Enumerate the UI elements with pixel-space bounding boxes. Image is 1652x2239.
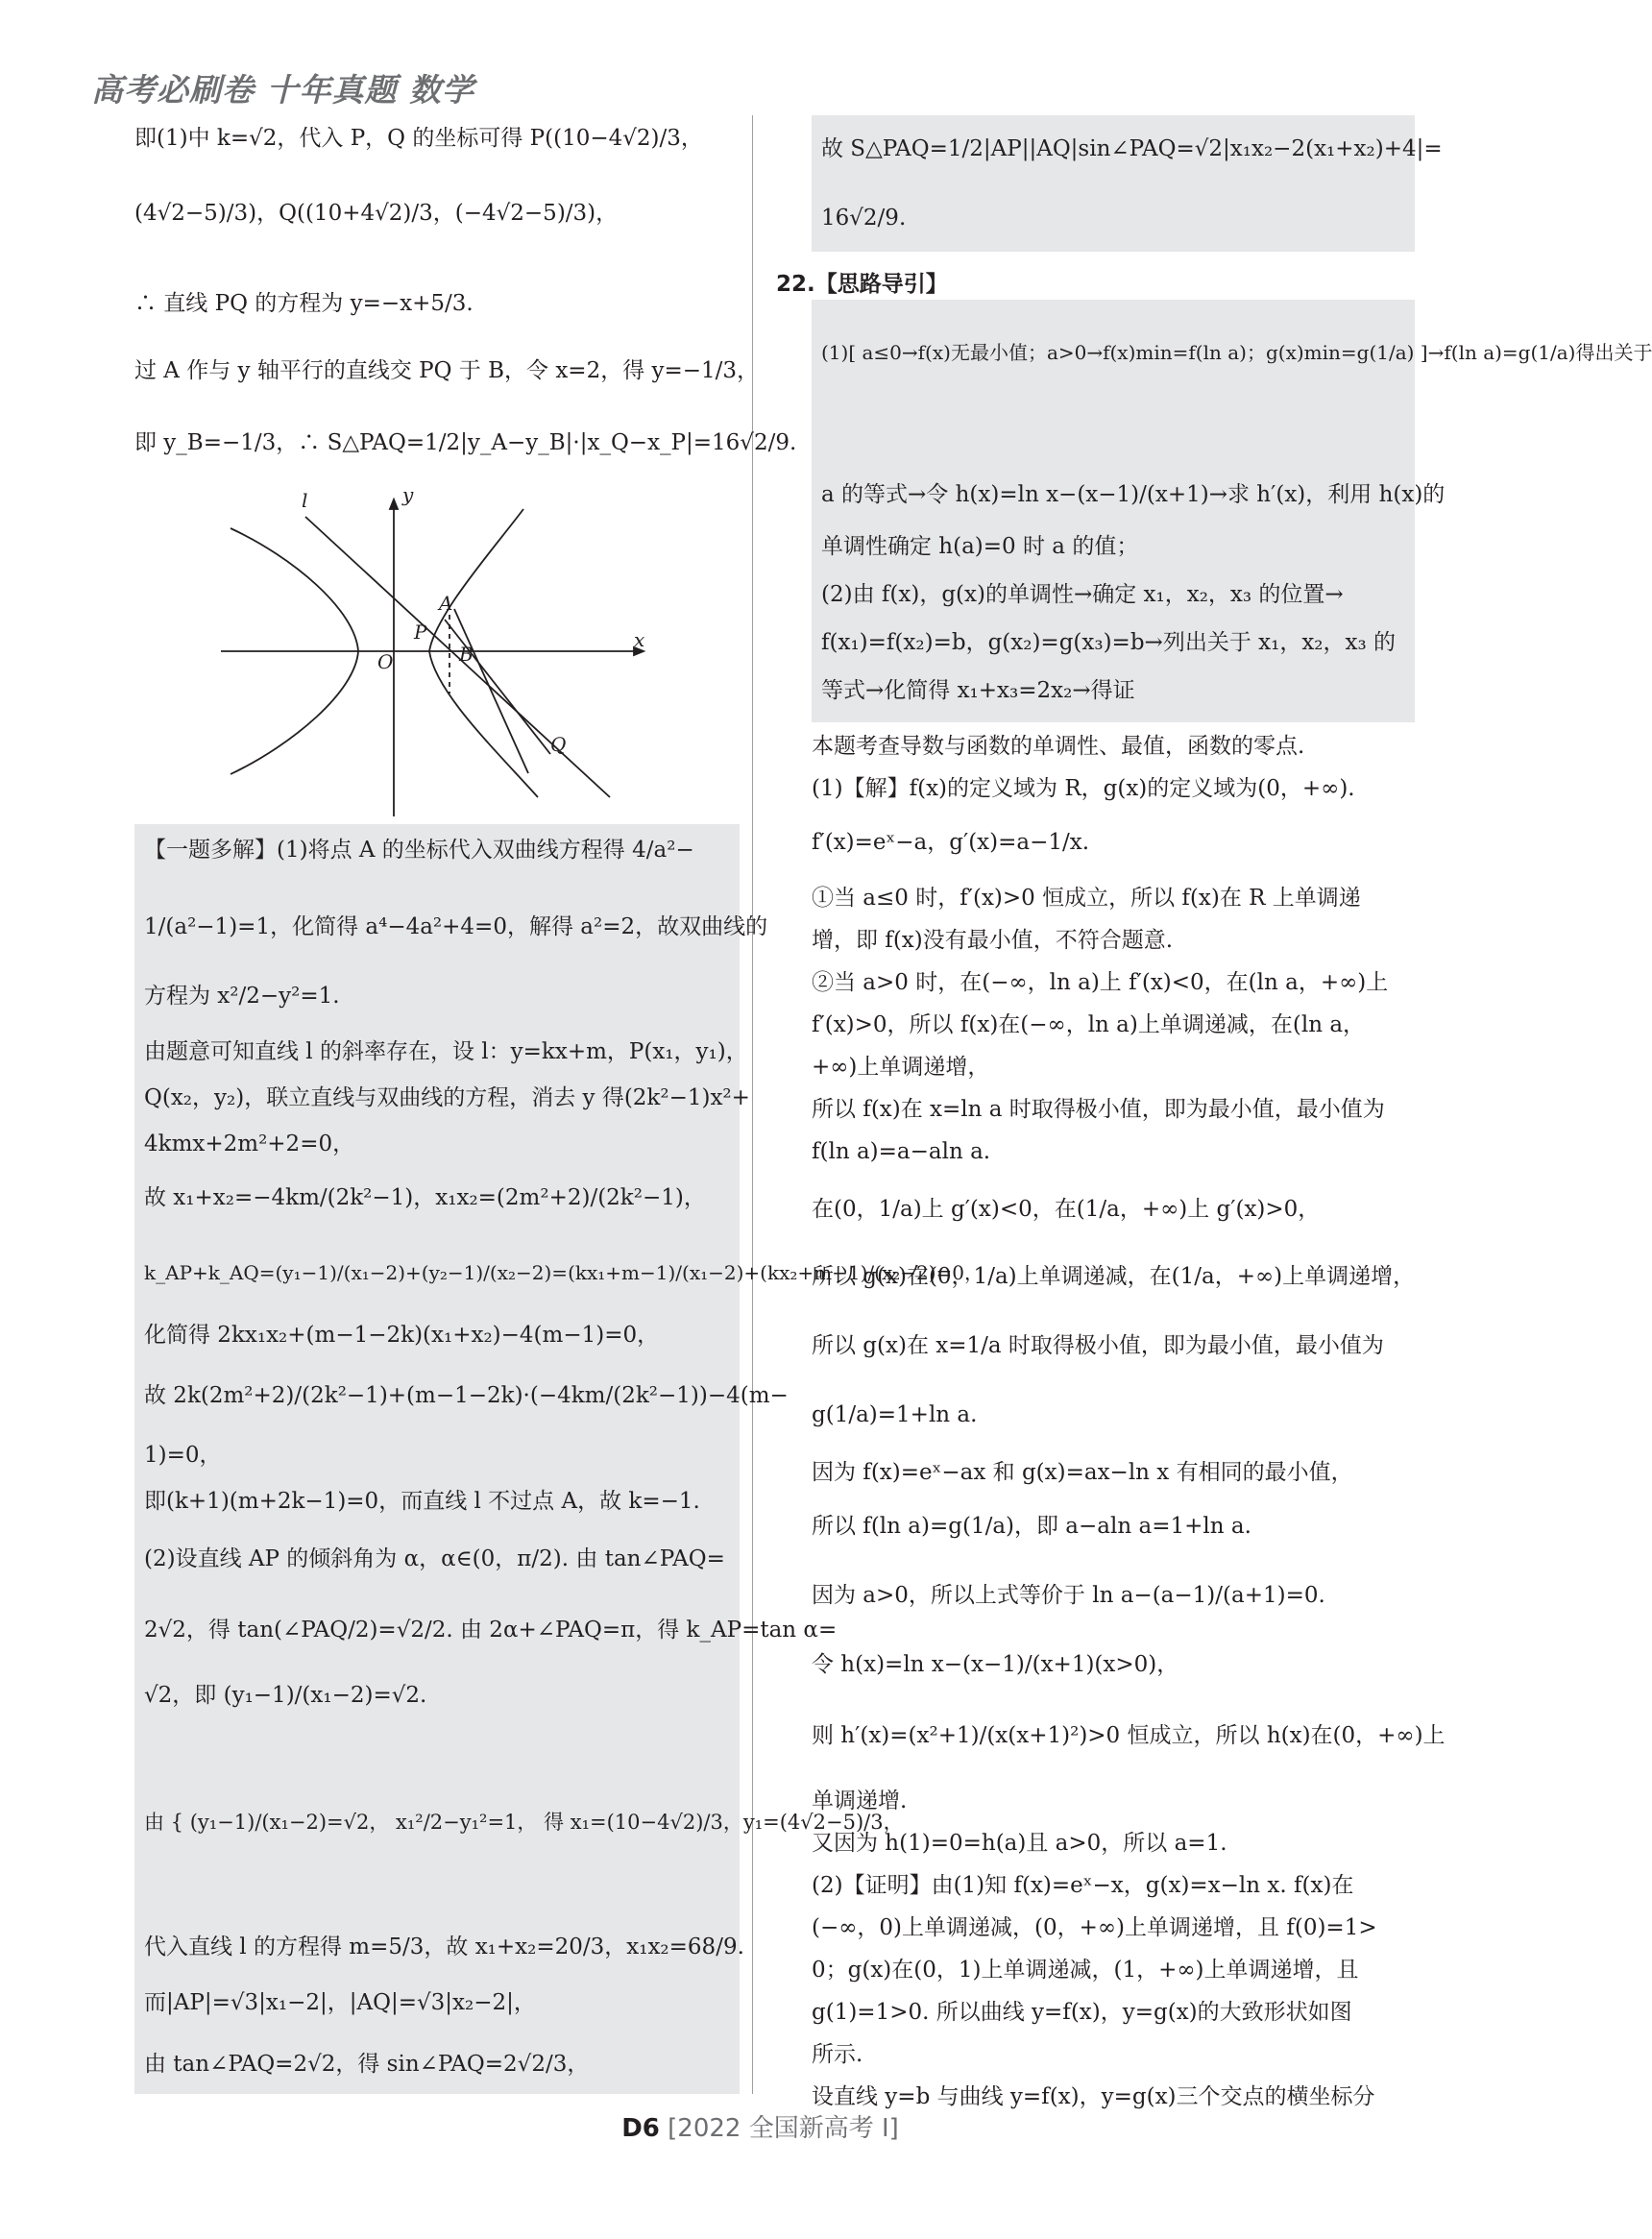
box1-line-8: k_AP+k_AQ=(y₁−1)/(x₁−2)+(y₂−1)/(x₂−2)=(kx₁+m−1)/(x₁−2)+(kx₂+m−1)/(x₂−2)=0， (144, 1261, 984, 1284)
box3-line-3: 单调性确定 h(a)=0 时 a 的值； (821, 534, 1139, 559)
box1-line-12: 即(k+1)(m+2k−1)=0，而直线 l 不过点 A，故 k=−1. (144, 1489, 700, 1514)
right-line-17: 因为 a>0，所以上式等价于 ln a−(a−1)/(a+1)=0. (812, 1583, 1325, 1608)
box2-line-2: 16√2/9. (821, 206, 907, 231)
box3-line-2: a 的等式→令 h(x)=ln x−(x−1)/(x+1)→求 h′(x)，利用 h(x)的 (821, 482, 1446, 507)
box1-line-9: 化简得 2kx₁x₂+(m−1−2k)(x₁+x₂)−4(m−1)=0， (144, 1323, 660, 1348)
right-line-25: g(1)=1>0. 所以曲线 y=f(x)，y=g(x)的大致形状如图 (812, 2000, 1352, 2025)
box1-line-4: 由题意可知直线 l 的斜率存在，设 l：y=kx+m，P(x₁，y₁)， (144, 1039, 748, 1064)
page-footer (0, 2108, 1520, 2144)
right-line-2: (1)【解】f(x)的定义域为 R，g(x)的定义域为(0，+∞). (812, 776, 1355, 801)
box3-line-5: f(x₁)=f(x₂)=b，g(x₂)=g(x₃)=b→列出关于 x₁，x₂，x₃ 的 (821, 630, 1397, 655)
box1-line-15: √2，即 (y₁−1)/(x₁−2)=√2. (144, 1683, 427, 1708)
left-line-1: 即(1)中 k=√2，代入 P，Q 的坐标可得 P((10−4√2)/3， (134, 126, 703, 151)
hyperbola-figure (206, 483, 658, 826)
box1-line-14: 2√2，得 tan(∠PAQ/2)=√2/2. 由 2α+∠PAQ=π，得 k_AP=tan α= (144, 1618, 838, 1643)
box1-line-2: 1/(a²−1)=1，化简得 a⁴−4a²+4=0，解得 a²=2，故双曲线的 (144, 914, 768, 939)
box1-line-17: 代入直线 l 的方程得 m=5/3，故 x₁+x₂=20/3，x₁x₂=68/9. (144, 1935, 744, 1959)
right-line-19: 则 h′(x)=(x²+1)/(x(x+1)²)>0 恒成立，所以 h(x)在(0，+∞)上 (812, 1723, 1446, 1748)
label-x: x (634, 628, 645, 651)
left-line-5: 即 y_B=−1/3，∴ S△PAQ=1/2|y_A−y_B|·|x_Q−x_P|=16√2/9. (134, 430, 797, 455)
box3-line-1: (1)[ a≤0→f(x)无最小值；a>0→f(x)min=f(ln a)；g(x)min=g(1/a) ]→f(ln a)=g(1/a)得出关于 (821, 341, 1652, 364)
box1-line-11: 1)=0， (144, 1443, 222, 1468)
box1-line-10: 故 2k(2m²+2)/(2k²−1)+(m−1−2k)·(−4km/(2k²−1))−4(m− (144, 1383, 789, 1408)
right-line-21: 又因为 h(1)=0=h(a)且 a>0，所以 a=1. (812, 1831, 1227, 1856)
alternative-solution-box (134, 824, 740, 2094)
exam-source: [2022 全国新高考 Ⅰ] (668, 2114, 899, 2143)
right-line-26: 所示. (812, 2042, 863, 2067)
box3-line-4: (2)由 f(x)，g(x)的单调性→确定 x₁，x₂，x₃ 的位置→ (821, 582, 1344, 607)
left-line-3: ∴ 直线 PQ 的方程为 y=−x+5/3. (134, 291, 474, 316)
box1-line-5: Q(x₂，y₂)，联立直线与双曲线的方程，消去 y 得(2k²−1)x²+ (144, 1085, 750, 1110)
right-line-6: ②当 a>0 时，在(−∞，ln a)上 f′(x)<0，在(ln a，+∞)上 (812, 970, 1389, 995)
right-line-18: 令 h(x)=ln x−(x−1)/(x+1)(x>0)， (812, 1652, 1179, 1677)
right-line-1: 本题考查导数与函数的单调性、最值，函数的零点. (812, 734, 1305, 759)
right-line-8: +∞)上单调递增， (812, 1055, 990, 1080)
right-line-9: 所以 f(x)在 x=ln a 时取得极小值，即为最小值，最小值为 (812, 1097, 1385, 1122)
box1-line-19: 由 tan∠PAQ=2√2，得 sin∠PAQ=2√2/3， (144, 2052, 590, 2077)
right-line-20: 单调递增. (812, 1789, 908, 1813)
right-line-12: 所以 g(x)在(0，1/a)上单调递减，在(1/a，+∞)上单调递增， (812, 1264, 1416, 1289)
right-line-3: f′(x)=eˣ−a，g′(x)=a−1/x. (812, 830, 1090, 855)
right-line-22: (2)【证明】由(1)知 f(x)=eˣ−x，g(x)=x−ln x. f(x)在 (812, 1873, 1354, 1898)
box1-line-13: (2)设直线 AP 的倾斜角为 α，α∈(0，π/2). 由 tan∠PAQ= (144, 1546, 725, 1571)
right-line-27: 设直线 y=b 与曲线 y=f(x)，y=g(x)三个交点的横坐标分 (812, 2084, 1375, 2109)
box1-line-7: 故 x₁+x₂=−4km/(2k²−1)，x₁x₂=(2m²+2)/(2k²−1)， (144, 1185, 706, 1210)
right-line-5: 增，即 f(x)没有最小值，不符合题意. (812, 928, 1174, 953)
label-P: P (414, 621, 427, 644)
right-line-13: 所以 g(x)在 x=1/a 时取得极小值，即为最小值，最小值为 (812, 1333, 1384, 1358)
label-O: O (377, 650, 394, 673)
right-line-4: ①当 a≤0 时，f′(x)>0 恒成立，所以 f(x)在 R 上单调递 (812, 886, 1361, 911)
label-B: B (459, 643, 474, 666)
label-A: A (439, 592, 453, 615)
box1-line-16: 由 { (y₁−1)/(x₁−2)=√2， x₁²/2−y₁²=1， 得 x₁=(10−4√2)/3，y₁=(4√2−5)/3， (144, 1811, 904, 1834)
box3-line-6: 等式→化简得 x₁+x₃=2x₂→得证 (821, 678, 1135, 703)
right-line-7: f′(x)>0，所以 f(x)在(−∞，ln a)上单调递减，在(ln a， (812, 1012, 1366, 1037)
right-line-16: 所以 f(ln a)=g(1/a)，即 a−aln a=1+ln a. (812, 1514, 1251, 1539)
column-divider (752, 115, 753, 2094)
question-22-label: 22.【思路导引】 (776, 272, 948, 297)
left-line-2: (4√2−5)/3)，Q((10+4√2)/3，(−4√2−5)/3)， (134, 201, 619, 226)
box1-line-6: 4kmx+2m²+2=0， (144, 1132, 355, 1156)
right-line-10: f(ln a)=a−aln a. (812, 1139, 991, 1164)
box1-line-1: 【一题多解】(1)将点 A 的坐标代入双曲线方程得 4/a²− (144, 838, 694, 863)
box2-line-1: 故 S△PAQ=1/2|AP||AQ|sin∠PAQ=√2|x₁x₂−2(x₁+x₂)+4|= (821, 136, 1443, 161)
box1-line-3: 方程为 x²/2−y²=1. (144, 984, 340, 1009)
label-Q: Q (550, 733, 567, 756)
left-line-4: 过 A 作与 y 轴平行的直线交 PQ 于 B，令 x=2，得 y=−1/3， (134, 358, 760, 383)
right-line-15: 因为 f(x)=eˣ−ax 和 g(x)=ax−ln x 有相同的最小值， (812, 1460, 1353, 1485)
label-y: y (402, 483, 414, 506)
page-number: D6 (621, 2114, 660, 2143)
right-line-24: 0；g(x)在(0，1)上单调递减，(1，+∞)上单调递增，且 (812, 1958, 1359, 1983)
page-header-title: 高考必刷卷 十年真题 数学 (91, 71, 474, 109)
right-line-14: g(1/a)=1+ln a. (812, 1402, 978, 1427)
label-l: l (302, 489, 308, 512)
right-line-23: (−∞，0)上单调递减，(0，+∞)上单调递增，且 f(0)=1> (812, 1915, 1377, 1940)
right-line-11: 在(0，1/a)上 g′(x)<0，在(1/a，+∞)上 g′(x)>0， (812, 1197, 1321, 1222)
box1-line-18: 而|AP|=√3|x₁−2|，|AQ|=√3|x₂−2|， (144, 1990, 536, 2015)
